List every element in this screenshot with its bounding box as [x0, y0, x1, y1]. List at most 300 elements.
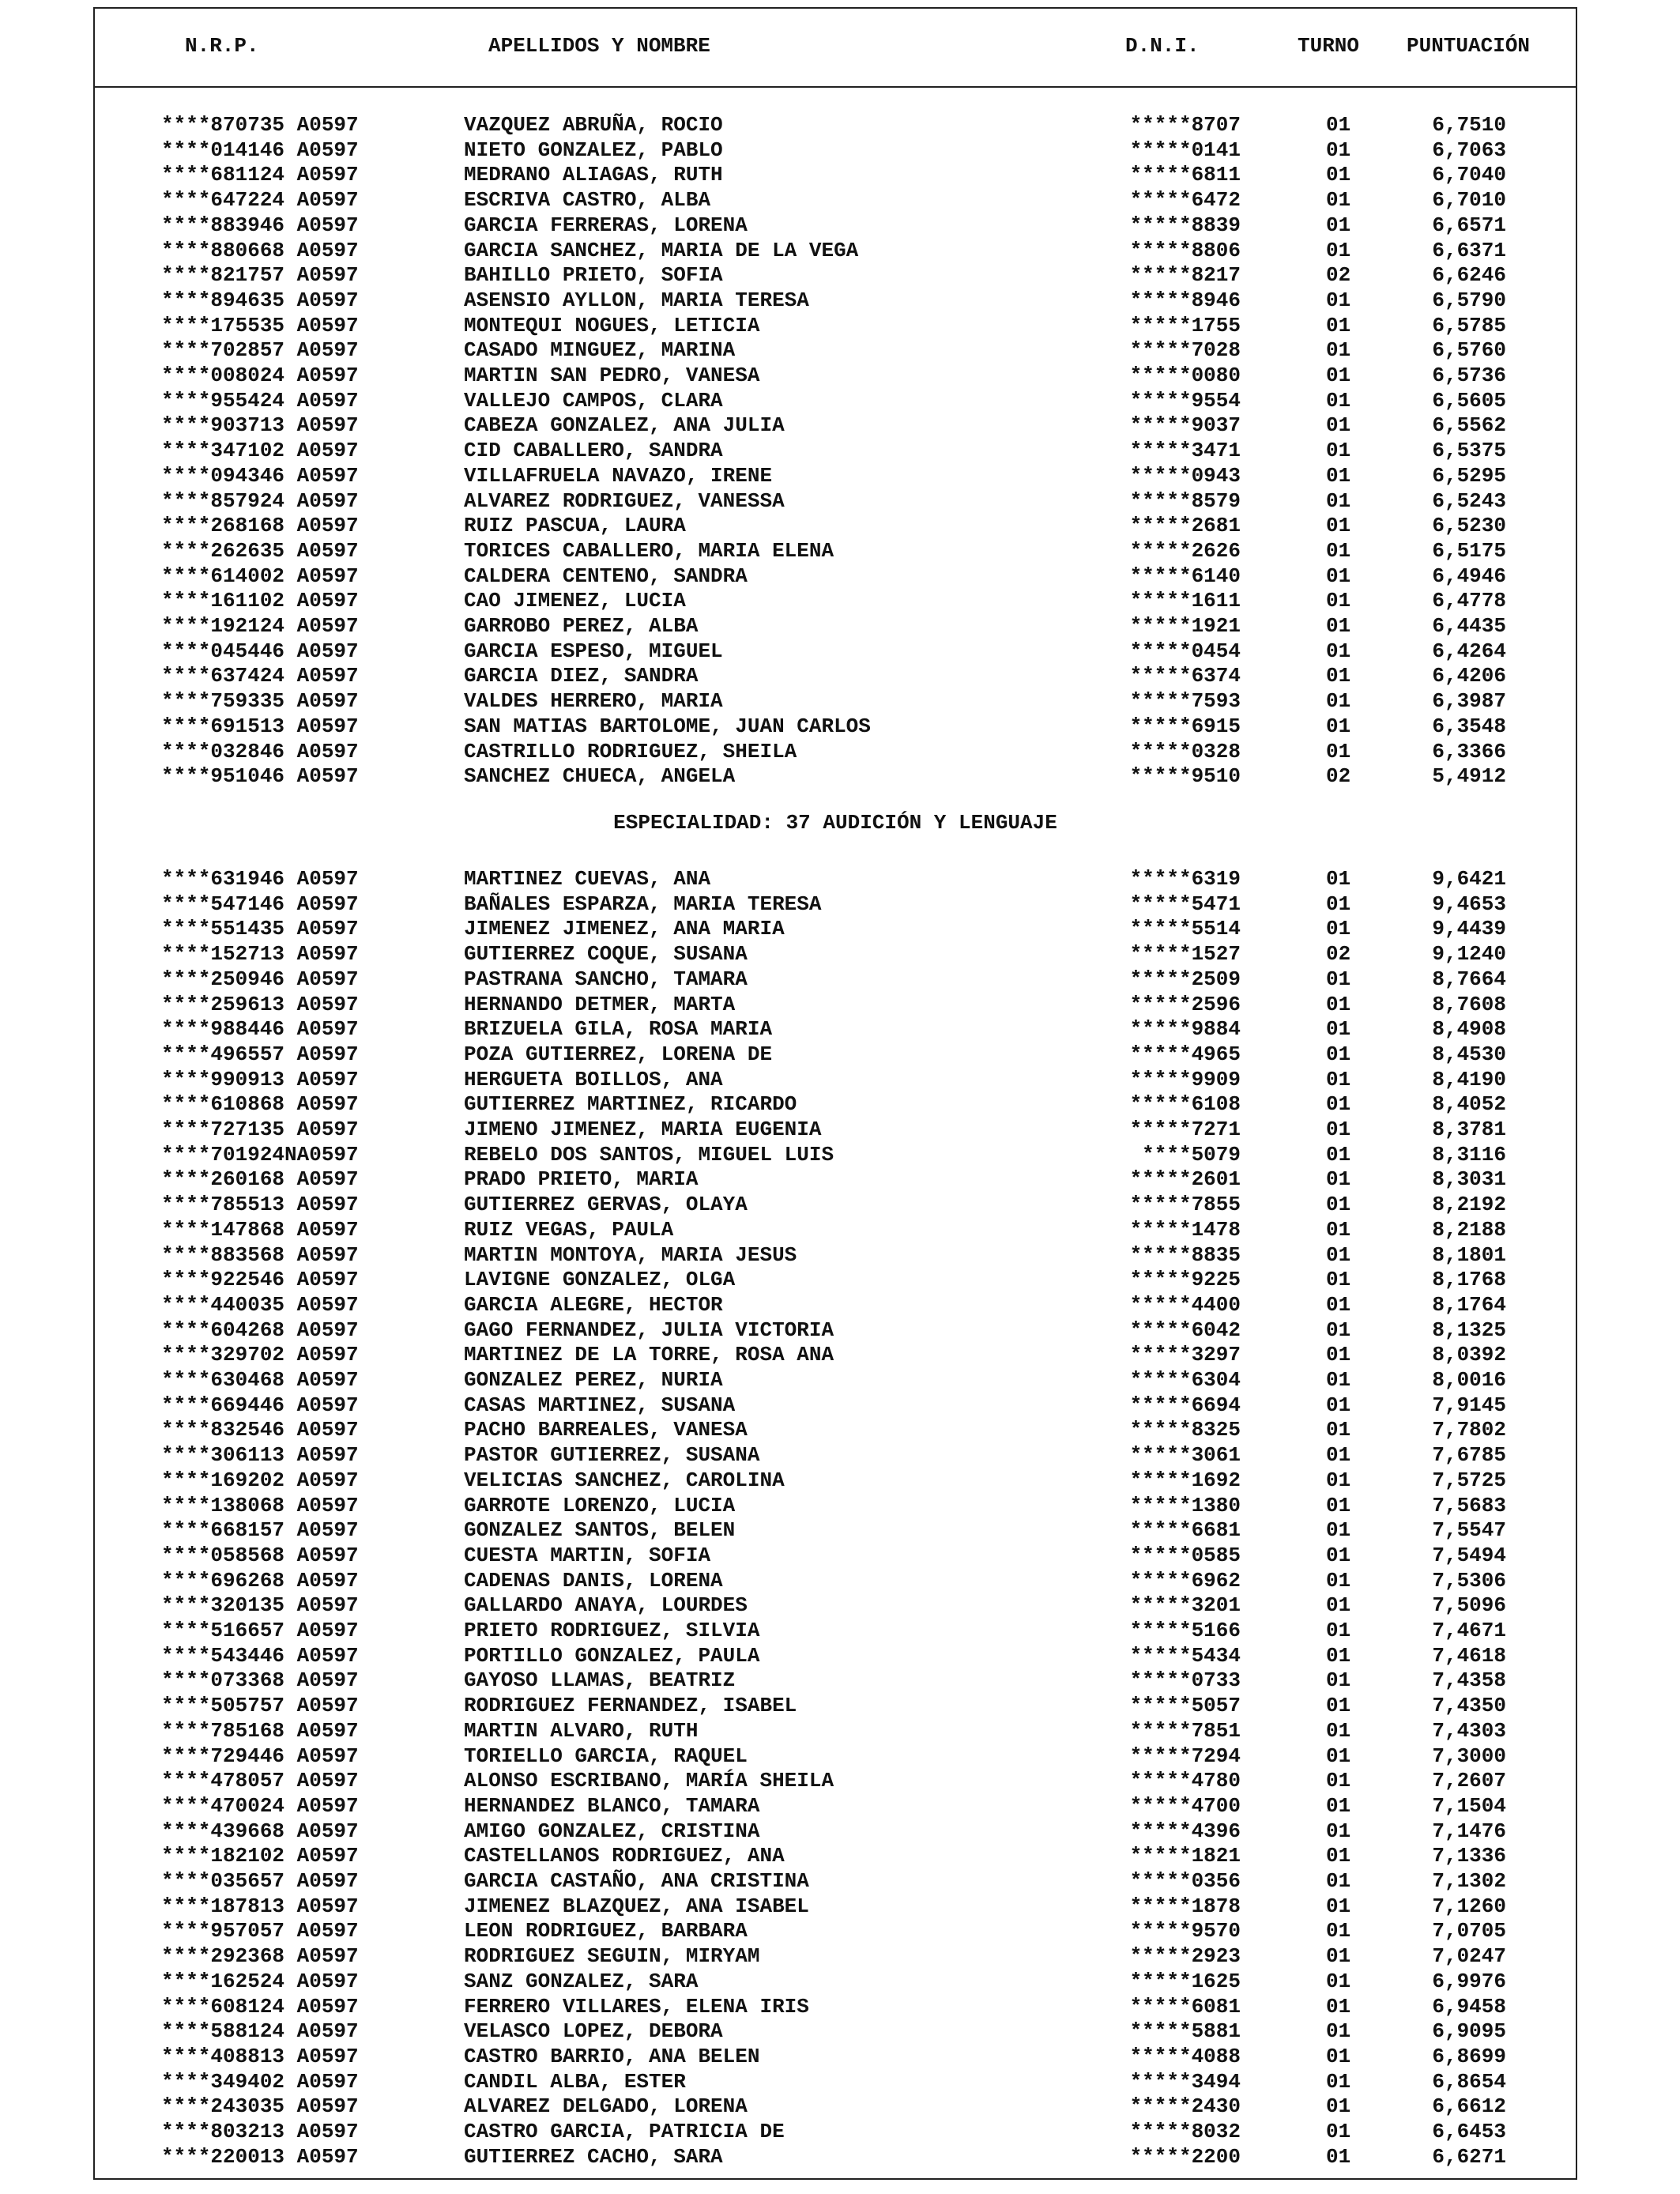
- name-cell: GARROTE LORENZO, LUCIA: [464, 1493, 736, 1517]
- nrp-cell: ****614002 A0597: [161, 564, 359, 588]
- table-row: [95, 1368, 1576, 1393]
- table-row: [95, 2145, 1576, 2170]
- nrp-cell: ****696268 A0597: [161, 1568, 359, 1593]
- dni-cell: *****9510: [1129, 764, 1241, 789]
- turno-cell: 01: [1326, 714, 1351, 738]
- nrp-cell: ****152713 A0597: [161, 942, 359, 967]
- header-dni: D.N.I.: [1125, 34, 1200, 58]
- turno-cell: 01: [1326, 2019, 1351, 2044]
- turno-cell: 01: [1326, 1393, 1351, 1417]
- table-row: [95, 464, 1576, 489]
- table-row: [95, 639, 1576, 665]
- name-cell: REBELO DOS SANTOS, MIGUEL LUIS: [464, 1142, 834, 1167]
- nrp-cell: ****903713 A0597: [161, 413, 359, 438]
- name-cell: GARCIA ESPESO, MIGUEL: [464, 639, 723, 663]
- section-title: ESPECIALIDAD: 37 AUDICIÓN Y LENGUAJE: [613, 811, 1057, 835]
- turno-cell: 01: [1326, 488, 1351, 513]
- turno-cell: 01: [1326, 1343, 1351, 1367]
- dni-cell: *****2601: [1129, 1167, 1241, 1192]
- nrp-cell: ****922546 A0597: [161, 1268, 359, 1292]
- table-row: [95, 1569, 1576, 1594]
- dni-cell: *****0141: [1129, 138, 1241, 162]
- table-row: [95, 1167, 1576, 1193]
- turno-cell: 01: [1326, 664, 1351, 688]
- nrp-cell: ****292368 A0597: [161, 1944, 359, 1969]
- puntuacion-cell: 6,8699: [1432, 2044, 1506, 2068]
- dni-cell: *****3494: [1129, 2069, 1241, 2094]
- dni-cell: *****0585: [1129, 1543, 1241, 1567]
- turno-cell: 01: [1326, 917, 1351, 941]
- nrp-cell: ****990913 A0597: [161, 1067, 359, 1091]
- puntuacion-cell: 7,1504: [1432, 1793, 1506, 1818]
- name-cell: CAO JIMENEZ, LUCIA: [464, 589, 686, 613]
- turno-cell: 01: [1326, 238, 1351, 262]
- turno-cell: 01: [1326, 967, 1351, 991]
- nrp-cell: ****610868 A0597: [161, 1092, 359, 1117]
- dni-cell: *****3297: [1129, 1343, 1241, 1367]
- turno-cell: 01: [1326, 739, 1351, 763]
- table-row: [95, 1869, 1576, 1894]
- puntuacion-cell: 6,5605: [1432, 388, 1506, 413]
- nrp-cell: ****630468 A0597: [161, 1368, 359, 1392]
- name-cell: MARTIN SAN PEDRO, VANESA: [464, 364, 760, 387]
- dni-cell: *****3471: [1129, 439, 1241, 463]
- table-row: [95, 389, 1576, 414]
- turno-cell: 01: [1326, 1318, 1351, 1342]
- table-row: [95, 1343, 1576, 1368]
- dni-cell: *****4088: [1129, 2044, 1241, 2068]
- puntuacion-cell: 8,2192: [1432, 1193, 1506, 1217]
- puntuacion-cell: 6,9095: [1432, 2019, 1506, 2044]
- puntuacion-cell: 7,1476: [1432, 1819, 1506, 1843]
- dni-cell: *****0733: [1129, 1668, 1241, 1693]
- table-row: [95, 664, 1576, 689]
- name-cell: MARTINEZ DE LA TORRE, ROSA ANA: [464, 1343, 834, 1367]
- name-cell: VELASCO LOPEZ, DEBORA: [464, 2019, 723, 2044]
- dni-cell: *****8579: [1129, 488, 1241, 513]
- nrp-cell: ****032846 A0597: [161, 739, 359, 763]
- nrp-cell: ****637424 A0597: [161, 664, 359, 688]
- dni-cell: *****1821: [1129, 1844, 1241, 1868]
- name-cell: BRIZUELA GILA, ROSA MARIA: [464, 1017, 773, 1042]
- puntuacion-cell: 7,4618: [1432, 1643, 1506, 1668]
- puntuacion-cell: 6,7040: [1432, 163, 1506, 187]
- table-row: [95, 1694, 1576, 1719]
- dni-cell: *****0356: [1129, 1869, 1241, 1893]
- nrp-cell: ****588124 A0597: [161, 2019, 359, 2044]
- name-cell: GAGO FERNANDEZ, JULIA VICTORIA: [464, 1318, 834, 1342]
- name-cell: GUTIERREZ CACHO, SARA: [464, 2144, 723, 2169]
- dni-cell: *****6042: [1129, 1318, 1241, 1342]
- dni-cell: *****9570: [1129, 1919, 1241, 1943]
- turno-cell: 01: [1326, 338, 1351, 363]
- dni-cell: *****6108: [1129, 1092, 1241, 1117]
- nrp-cell: ****669446 A0597: [161, 1393, 359, 1417]
- puntuacion-cell: 8,4052: [1432, 1092, 1506, 1117]
- puntuacion-cell: 7,5096: [1432, 1593, 1506, 1618]
- turno-cell: 01: [1326, 1944, 1351, 1969]
- nrp-cell: ****727135 A0597: [161, 1118, 359, 1141]
- dni-cell: *****6915: [1129, 714, 1241, 738]
- name-cell: ALONSO ESCRIBANO, MARÍA SHEILA: [464, 1769, 834, 1793]
- nrp-cell: ****821757 A0597: [161, 263, 359, 288]
- turno-cell: 01: [1326, 1668, 1351, 1693]
- table-row: [95, 539, 1576, 564]
- name-cell: GARCIA CASTAÑO, ANA CRISTINA: [464, 1869, 809, 1893]
- turno-cell: 01: [1326, 1368, 1351, 1392]
- table-row: [95, 2094, 1576, 2120]
- turno-cell: 01: [1326, 1042, 1351, 1066]
- turno-cell: 01: [1326, 1292, 1351, 1317]
- name-cell: GUTIERREZ MARTINEZ, RICARDO: [464, 1092, 797, 1117]
- turno-cell: 01: [1326, 288, 1351, 312]
- table-row: [95, 740, 1576, 765]
- table-row: [95, 288, 1576, 314]
- table-row: [95, 113, 1576, 138]
- turno-cell: 01: [1326, 1844, 1351, 1868]
- table-row: [95, 892, 1576, 918]
- nrp-cell: ****883946 A0597: [161, 213, 359, 237]
- dni-cell: *****5057: [1129, 1694, 1241, 1718]
- dni-cell: *****5166: [1129, 1619, 1241, 1642]
- puntuacion-cell: 8,1801: [1432, 1242, 1506, 1267]
- name-cell: SANCHEZ CHUECA, ANGELA: [464, 764, 736, 789]
- dni-cell: *****3201: [1129, 1593, 1241, 1618]
- dni-cell: *****1478: [1129, 1217, 1241, 1242]
- puntuacion-cell: 7,5725: [1432, 1468, 1506, 1492]
- name-cell: CASTRO GARCIA, PATRICIA DE: [464, 2120, 785, 2143]
- turno-cell: 01: [1326, 1142, 1351, 1167]
- puntuacion-cell: 7,5547: [1432, 1518, 1506, 1543]
- nrp-cell: ****880668 A0597: [161, 238, 359, 262]
- table-row: [95, 1744, 1576, 1770]
- turno-cell: 01: [1326, 1643, 1351, 1668]
- table-row: [95, 1218, 1576, 1243]
- table-row: [95, 1042, 1576, 1068]
- turno-cell: 01: [1326, 1493, 1351, 1517]
- nrp-cell: ****883568 A0597: [161, 1242, 359, 1267]
- puntuacion-cell: 7,5494: [1432, 1543, 1506, 1567]
- nrp-cell: ****604268 A0597: [161, 1318, 359, 1342]
- turno-cell: 01: [1326, 2044, 1351, 2068]
- puntuacion-cell: 6,5760: [1432, 338, 1506, 363]
- puntuacion-cell: 7,6785: [1432, 1443, 1506, 1468]
- name-cell: HERNANDEZ BLANCO, TAMARA: [464, 1793, 760, 1818]
- dni-cell: *****4780: [1129, 1769, 1241, 1793]
- turno-cell: 01: [1326, 1718, 1351, 1743]
- table-row: [95, 1418, 1576, 1443]
- puntuacion-cell: 6,5736: [1432, 364, 1506, 387]
- table-row: [95, 614, 1576, 639]
- name-cell: RODRIGUEZ SEGUIN, MIRYAM: [464, 1944, 760, 1969]
- name-cell: CALDERA CENTENO, SANDRA: [464, 564, 748, 588]
- turno-cell: 01: [1326, 1092, 1351, 1117]
- dni-cell: *****0328: [1129, 739, 1241, 763]
- table-row: [95, 1293, 1576, 1318]
- nrp-cell: ****701924NA0597: [161, 1142, 359, 1167]
- header-name: APELLIDOS Y NOMBRE: [488, 34, 710, 58]
- table-row: [95, 1318, 1576, 1344]
- puntuacion-cell: 8,0392: [1432, 1343, 1506, 1367]
- dni-cell: *****9037: [1129, 413, 1241, 438]
- turno-cell: 01: [1326, 1819, 1351, 1843]
- name-cell: JIMENEZ JIMENEZ, ANA MARIA: [464, 917, 785, 941]
- table-row: [95, 439, 1576, 464]
- turno-cell: 01: [1326, 1518, 1351, 1543]
- name-cell: MEDRANO ALIAGAS, RUTH: [464, 163, 723, 187]
- name-cell: AMIGO GONZALEZ, CRISTINA: [464, 1819, 760, 1843]
- turno-cell: 01: [1326, 1443, 1351, 1468]
- nrp-cell: ****306113 A0597: [161, 1443, 359, 1468]
- dni-cell: *****7294: [1129, 1744, 1241, 1768]
- nrp-cell: ****073368 A0597: [161, 1668, 359, 1693]
- table-row: [95, 867, 1576, 892]
- table-row: [95, 1668, 1576, 1694]
- name-cell: NIETO GONZALEZ, PABLO: [464, 138, 723, 162]
- puntuacion-cell: 7,4303: [1432, 1718, 1506, 1743]
- puntuacion-cell: 6,6453: [1432, 2120, 1506, 2143]
- table-row: [95, 338, 1576, 364]
- table-row: [95, 917, 1576, 942]
- name-cell: JIMENEZ BLAZQUEZ, ANA ISABEL: [464, 1894, 809, 1918]
- turno-cell: 01: [1326, 213, 1351, 237]
- puntuacion-cell: 7,5683: [1432, 1493, 1506, 1517]
- dni-cell: *****9909: [1129, 1067, 1241, 1091]
- nrp-cell: ****058568 A0597: [161, 1543, 359, 1567]
- name-cell: GARCIA ALEGRE, HECTOR: [464, 1292, 723, 1317]
- name-cell: MARTIN MONTOYA, MARIA JESUS: [464, 1242, 797, 1267]
- name-cell: CASADO MINGUEZ, MARINA: [464, 338, 736, 363]
- table-row: [95, 314, 1576, 339]
- name-cell: CASTELLANOS RODRIGUEZ, ANA: [464, 1844, 785, 1868]
- turno-cell: 01: [1326, 1242, 1351, 1267]
- nrp-cell: ****988446 A0597: [161, 1017, 359, 1042]
- puntuacion-cell: 9,6421: [1432, 867, 1506, 891]
- turno-cell: 01: [1326, 1894, 1351, 1918]
- table-row: [95, 1143, 1576, 1168]
- name-cell: CASTRO BARRIO, ANA BELEN: [464, 2044, 760, 2068]
- turno-cell: 01: [1326, 1017, 1351, 1042]
- turno-cell: 01: [1326, 439, 1351, 463]
- name-cell: GUTIERREZ GERVAS, OLAYA: [464, 1193, 748, 1217]
- table-row: [95, 1092, 1576, 1118]
- dni-cell: *****6081: [1129, 1994, 1241, 2019]
- name-cell: CASTRILLO RODRIGUEZ, SHEILA: [464, 739, 797, 763]
- table-row: [95, 564, 1576, 590]
- nrp-cell: ****543446 A0597: [161, 1643, 359, 1668]
- nrp-cell: ****268168 A0597: [161, 514, 359, 538]
- name-cell: TORICES CABALLERO, MARIA ELENA: [464, 538, 834, 563]
- dni-cell: *****6472: [1129, 188, 1241, 213]
- turno-cell: 01: [1326, 1193, 1351, 1217]
- name-cell: SAN MATIAS BARTOLOME, JUAN CARLOS: [464, 714, 871, 738]
- table-row: [95, 213, 1576, 239]
- dni-cell: *****7855: [1129, 1193, 1241, 1217]
- puntuacion-cell: 8,4908: [1432, 1017, 1506, 1042]
- name-cell: GONZALEZ PEREZ, NURIA: [464, 1368, 723, 1392]
- puntuacion-cell: 6,3548: [1432, 714, 1506, 738]
- name-cell: JIMENO JIMENEZ, MARIA EUGENIA: [464, 1118, 822, 1141]
- table-row: [95, 1995, 1576, 2020]
- dni-cell: *****2681: [1129, 514, 1241, 538]
- turno-cell: 01: [1326, 1994, 1351, 2019]
- puntuacion-cell: 6,4264: [1432, 639, 1506, 663]
- dni-cell: *****1921: [1129, 614, 1241, 638]
- dni-cell: *****1878: [1129, 1894, 1241, 1918]
- nrp-cell: ****262635 A0597: [161, 538, 359, 563]
- puntuacion-cell: 8,4530: [1432, 1042, 1506, 1066]
- dni-cell: *****5434: [1129, 1643, 1241, 1668]
- puntuacion-cell: 7,7802: [1432, 1418, 1506, 1442]
- table-row: [95, 138, 1576, 164]
- puntuacion-cell: 7,1336: [1432, 1844, 1506, 1868]
- table-row: [95, 993, 1576, 1018]
- dni-cell: *****0943: [1129, 463, 1241, 488]
- name-cell: GARCIA FERRERAS, LORENA: [464, 213, 748, 237]
- table-row: [95, 364, 1576, 389]
- dni-cell: *****5881: [1129, 2019, 1241, 2044]
- dni-cell: *****5471: [1129, 892, 1241, 916]
- turno-cell: 01: [1326, 538, 1351, 563]
- nrp-cell: ****547146 A0597: [161, 892, 359, 916]
- table-row: [95, 514, 1576, 539]
- nrp-cell: ****951046 A0597: [161, 764, 359, 789]
- turno-cell: 01: [1326, 2120, 1351, 2143]
- puntuacion-cell: 6,6271: [1432, 2144, 1506, 2169]
- dni-cell: *****1692: [1129, 1468, 1241, 1492]
- puntuacion-cell: 6,3987: [1432, 689, 1506, 714]
- nrp-cell: ****702857 A0597: [161, 338, 359, 363]
- name-cell: ALVAREZ DELGADO, LORENA: [464, 2094, 748, 2119]
- puntuacion-cell: 7,9145: [1432, 1393, 1506, 1417]
- dni-cell: *****1611: [1129, 589, 1241, 613]
- table-row: [95, 1944, 1576, 1970]
- table-row: [95, 1468, 1576, 1494]
- nrp-cell: ****440035 A0597: [161, 1292, 359, 1317]
- puntuacion-cell: 6,5295: [1432, 463, 1506, 488]
- puntuacion-cell: 6,6571: [1432, 213, 1506, 237]
- dni-cell: *****8032: [1129, 2120, 1241, 2143]
- dni-cell: *****6962: [1129, 1568, 1241, 1593]
- dni-cell: *****6811: [1129, 163, 1241, 187]
- dni-cell: *****1625: [1129, 1969, 1241, 1993]
- nrp-cell: ****260168 A0597: [161, 1167, 359, 1192]
- table-row: [95, 589, 1576, 614]
- table-row: [95, 239, 1576, 264]
- dni-cell: *****5514: [1129, 917, 1241, 941]
- table-row: [95, 2070, 1576, 2095]
- dni-cell: *****8325: [1129, 1418, 1241, 1442]
- dni-cell: *****6140: [1129, 564, 1241, 588]
- puntuacion-cell: 6,6371: [1432, 238, 1506, 262]
- nrp-cell: ****668157 A0597: [161, 1518, 359, 1543]
- puntuacion-cell: 8,0016: [1432, 1368, 1506, 1392]
- turno-cell: 01: [1326, 867, 1351, 891]
- table-row: [95, 1393, 1576, 1419]
- nrp-cell: ****094346 A0597: [161, 463, 359, 488]
- table-row: [95, 2019, 1576, 2045]
- puntuacion-cell: 9,1240: [1432, 942, 1506, 967]
- dni-cell: *****1527: [1129, 942, 1241, 967]
- table-row: [95, 1068, 1576, 1093]
- table-row: [95, 1970, 1576, 1995]
- name-cell: CASAS MARTINEZ, SUSANA: [464, 1393, 736, 1417]
- name-cell: BAHILLO PRIETO, SOFIA: [464, 263, 723, 288]
- turno-cell: 01: [1326, 2094, 1351, 2119]
- name-cell: FERRERO VILLARES, ELENA IRIS: [464, 1994, 809, 2019]
- header-nrp: N.R.P.: [185, 34, 259, 58]
- turno-cell: 01: [1326, 1769, 1351, 1793]
- dni-cell: *****6681: [1129, 1518, 1241, 1543]
- name-cell: GARROBO PEREZ, ALBA: [464, 614, 699, 638]
- nrp-cell: ****803213 A0597: [161, 2120, 359, 2143]
- table-row: [95, 1544, 1576, 1569]
- name-cell: PRIETO RODRIGUEZ, SILVIA: [464, 1619, 760, 1642]
- table-row: [95, 2045, 1576, 2070]
- table-row: [95, 1268, 1576, 1293]
- puntuacion-cell: 7,4350: [1432, 1694, 1506, 1718]
- nrp-cell: ****691513 A0597: [161, 714, 359, 738]
- puntuacion-cell: 8,2188: [1432, 1217, 1506, 1242]
- puntuacion-cell: 6,5790: [1432, 288, 1506, 312]
- table-row: [95, 942, 1576, 967]
- puntuacion-cell: 8,1764: [1432, 1292, 1506, 1317]
- nrp-cell: ****729446 A0597: [161, 1744, 359, 1768]
- turno-cell: 01: [1326, 892, 1351, 916]
- puntuacion-cell: 7,1260: [1432, 1894, 1506, 1918]
- table-row: [95, 163, 1576, 188]
- table-row: [95, 1619, 1576, 1644]
- name-cell: GARCIA DIEZ, SANDRA: [464, 664, 699, 688]
- table-row: [95, 1644, 1576, 1669]
- dni-cell: *****1380: [1129, 1493, 1241, 1517]
- dni-cell: *****2200: [1129, 2144, 1241, 2169]
- dni-cell: *****7271: [1129, 1118, 1241, 1141]
- name-cell: GALLARDO ANAYA, LOURDES: [464, 1593, 748, 1618]
- name-cell: GONZALEZ SANTOS, BELEN: [464, 1518, 736, 1543]
- table-row: [95, 1769, 1576, 1794]
- turno-cell: 01: [1326, 2069, 1351, 2094]
- nrp-cell: ****439668 A0597: [161, 1819, 359, 1843]
- name-cell: TORIELLO GARCIA, RAQUEL: [464, 1744, 748, 1768]
- puntuacion-cell: 6,9458: [1432, 1994, 1506, 2019]
- name-cell: PASTRANA SANCHO, TAMARA: [464, 967, 748, 991]
- nrp-cell: ****329702 A0597: [161, 1343, 359, 1367]
- puntuacion-cell: 6,4778: [1432, 589, 1506, 613]
- table-header: [95, 9, 1576, 88]
- puntuacion-cell: 7,2607: [1432, 1769, 1506, 1793]
- table-row: [95, 489, 1576, 515]
- dni-cell: *****4400: [1129, 1292, 1241, 1317]
- nrp-cell: ****894635 A0597: [161, 288, 359, 312]
- name-cell: ALVAREZ RODRIGUEZ, VANESSA: [464, 488, 785, 513]
- puntuacion-cell: 9,4653: [1432, 892, 1506, 916]
- name-cell: PACHO BARREALES, VANESA: [464, 1418, 748, 1442]
- nrp-cell: ****785168 A0597: [161, 1718, 359, 1743]
- nrp-cell: ****785513 A0597: [161, 1193, 359, 1217]
- puntuacion-cell: 8,3116: [1432, 1142, 1506, 1167]
- nrp-cell: ****957057 A0597: [161, 1919, 359, 1943]
- name-cell: RODRIGUEZ FERNANDEZ, ISABEL: [464, 1694, 797, 1718]
- puntuacion-cell: 6,5562: [1432, 413, 1506, 438]
- table-row: [95, 1844, 1576, 1869]
- name-cell: VALDES HERRERO, MARIA: [464, 689, 723, 714]
- puntuacion-cell: 6,5375: [1432, 439, 1506, 463]
- nrp-cell: ****161102 A0597: [161, 589, 359, 613]
- name-cell: GUTIERREZ COQUE, SUSANA: [464, 942, 748, 967]
- turno-cell: 01: [1326, 2144, 1351, 2169]
- turno-cell: 01: [1326, 1969, 1351, 1993]
